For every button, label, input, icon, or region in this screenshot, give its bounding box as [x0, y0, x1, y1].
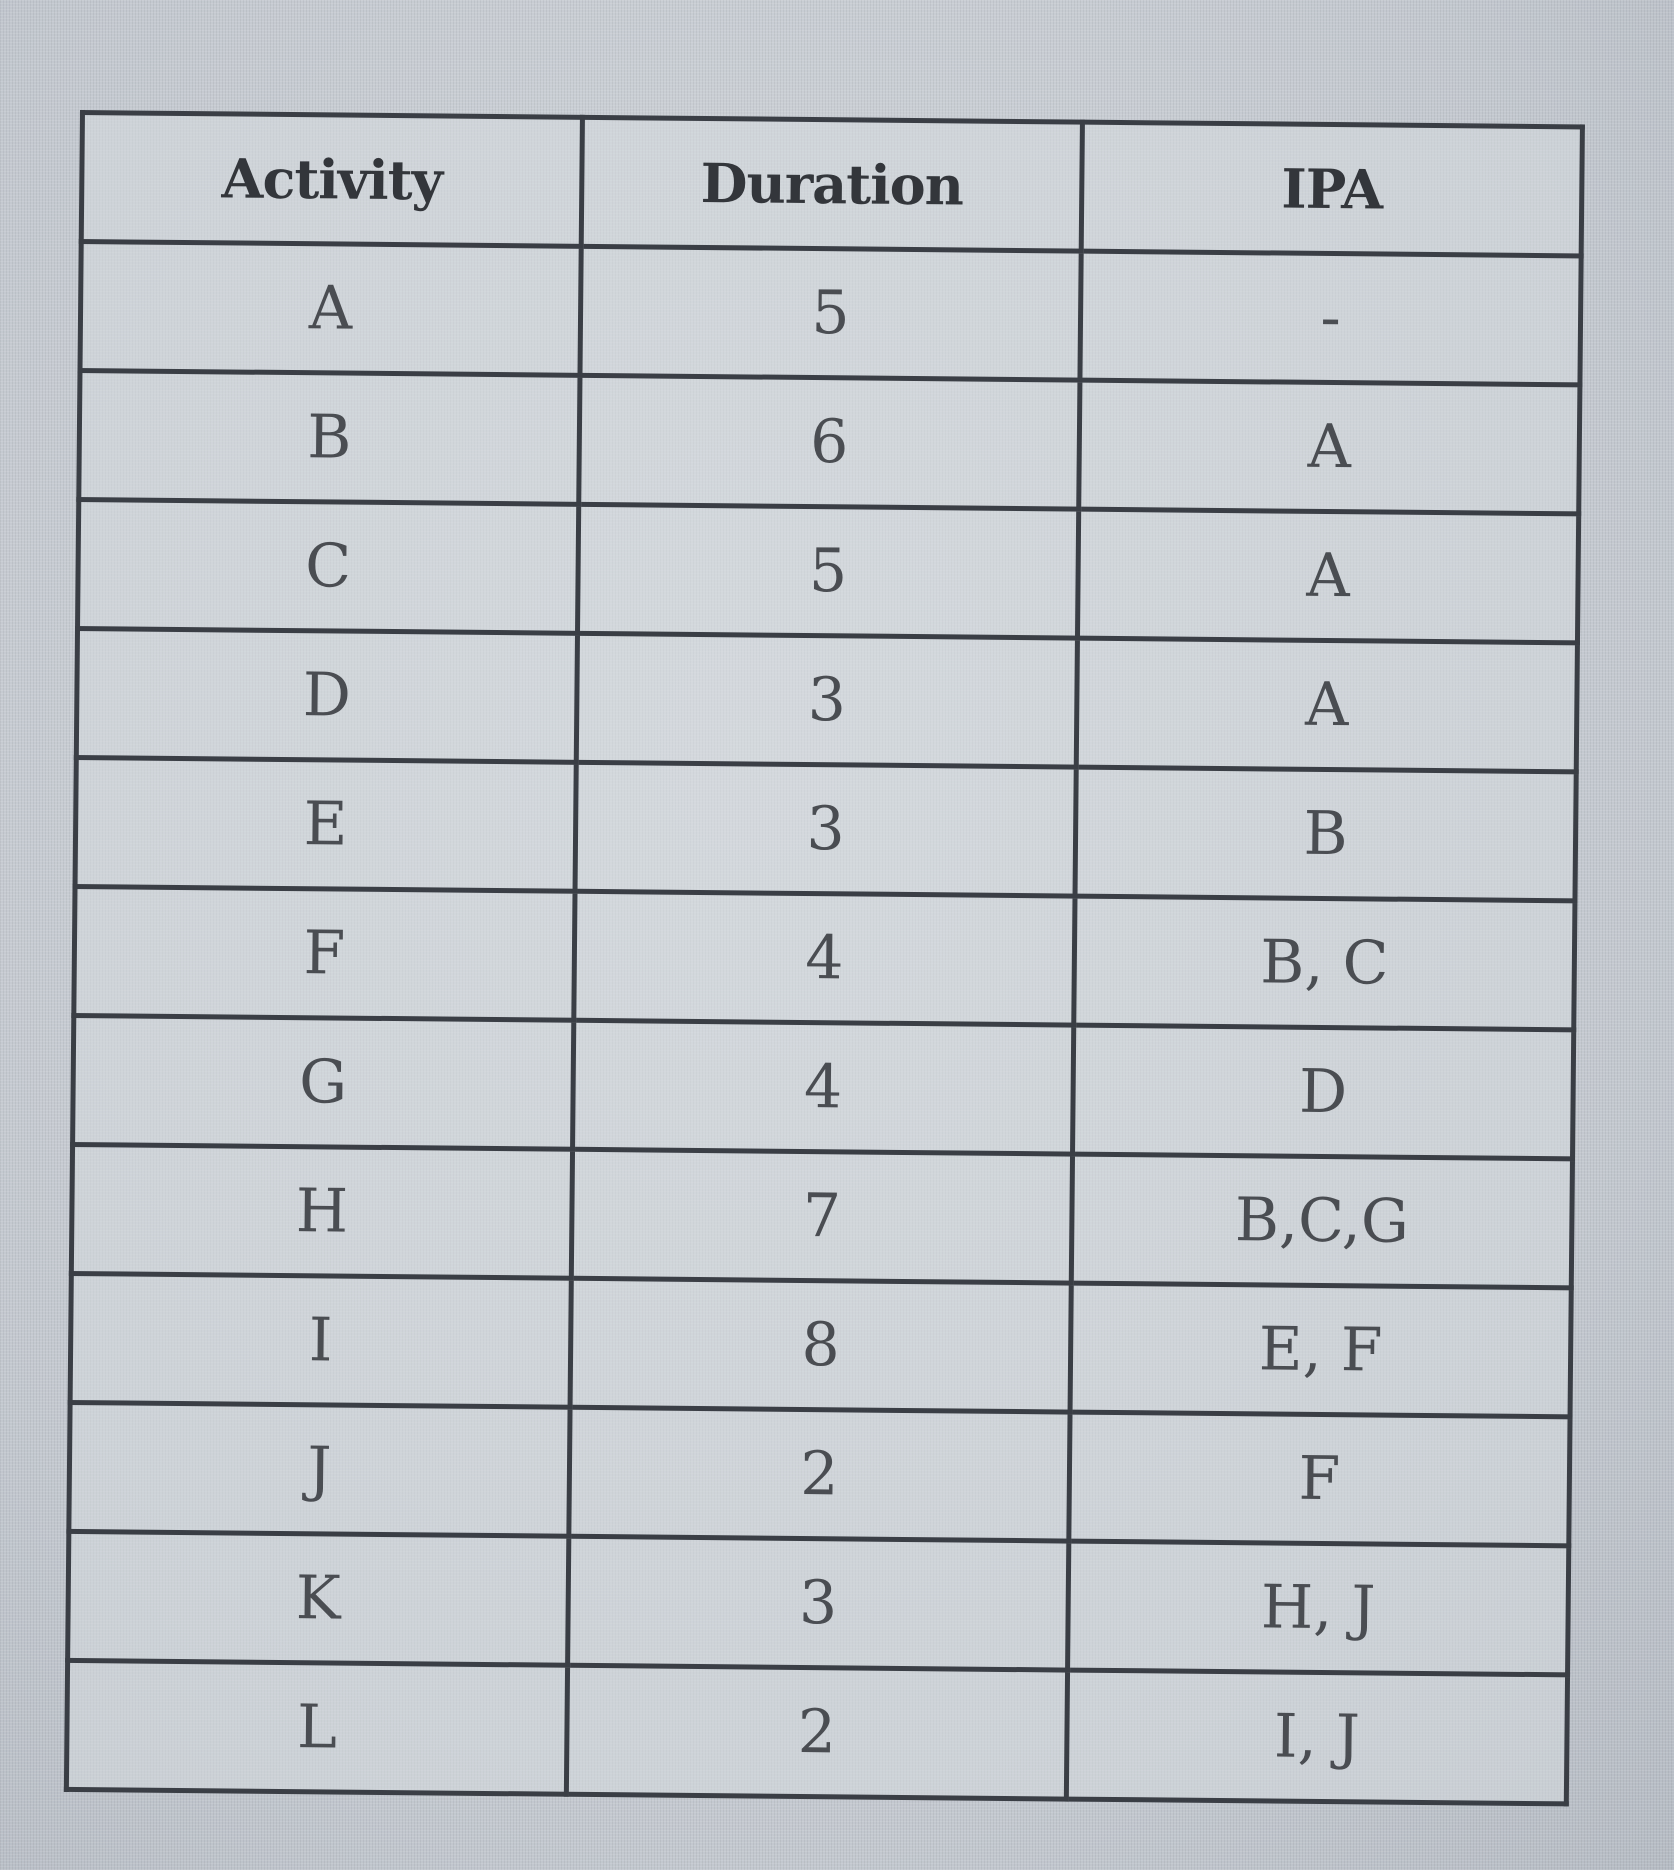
table-row	[78, 500, 1579, 643]
cell-ipa: F	[1069, 1412, 1570, 1546]
cell-ipa: B, C	[1074, 896, 1575, 1030]
header-duration: Duration	[581, 117, 1082, 251]
cell-duration: 8	[570, 1278, 1071, 1412]
document-sheet	[64, 110, 1579, 1773]
cell-activity: C	[78, 500, 579, 634]
cell-activity: H	[71, 1144, 572, 1278]
cell-duration: 3	[576, 633, 1077, 767]
table-row	[79, 371, 1580, 514]
table-row	[69, 1402, 1570, 1545]
table-header-row	[81, 113, 1582, 256]
cell-duration: 3	[575, 762, 1076, 896]
cell-ipa: -	[1080, 251, 1581, 385]
cell-duration: 5	[580, 246, 1081, 380]
table-row	[75, 757, 1576, 900]
cell-ipa: D	[1073, 1025, 1574, 1159]
table-row	[70, 1273, 1571, 1416]
cell-ipa: A	[1076, 638, 1577, 772]
cell-duration: 3	[568, 1536, 1069, 1670]
cell-activity: I	[70, 1273, 571, 1407]
cell-activity: J	[69, 1402, 570, 1536]
header-activity: Activity	[81, 113, 582, 247]
cell-ipa: B,C,G	[1071, 1154, 1572, 1288]
table-row	[73, 1015, 1574, 1158]
cell-duration: 4	[574, 891, 1075, 1025]
cell-duration: 5	[577, 504, 1078, 638]
table-row	[66, 1660, 1567, 1803]
cell-activity: E	[75, 757, 576, 891]
header-ipa: IPA	[1081, 122, 1582, 256]
cell-ipa: A	[1079, 380, 1580, 514]
activity-table	[64, 110, 1585, 1806]
cell-ipa: A	[1077, 509, 1578, 643]
table-row	[74, 886, 1575, 1029]
cell-activity: L	[66, 1660, 567, 1794]
cell-duration: 2	[566, 1665, 1067, 1799]
cell-ipa: B	[1075, 767, 1576, 901]
cell-activity: B	[79, 371, 580, 505]
cell-activity: A	[80, 242, 581, 376]
cell-activity: D	[76, 629, 577, 763]
cell-ipa: I, J	[1066, 1670, 1567, 1804]
table-row	[71, 1144, 1572, 1287]
cell-duration: 4	[573, 1020, 1074, 1154]
cell-duration: 6	[579, 375, 1080, 509]
cell-activity: G	[73, 1015, 574, 1149]
table-row	[76, 629, 1577, 772]
table-row	[80, 242, 1581, 385]
cell-ipa: E, F	[1070, 1283, 1571, 1417]
cell-activity: K	[68, 1531, 569, 1665]
cell-activity: F	[74, 886, 575, 1020]
cell-ipa: H, J	[1068, 1541, 1569, 1675]
cell-duration: 2	[569, 1407, 1070, 1541]
cell-duration: 7	[571, 1149, 1072, 1283]
table-row	[68, 1531, 1569, 1674]
